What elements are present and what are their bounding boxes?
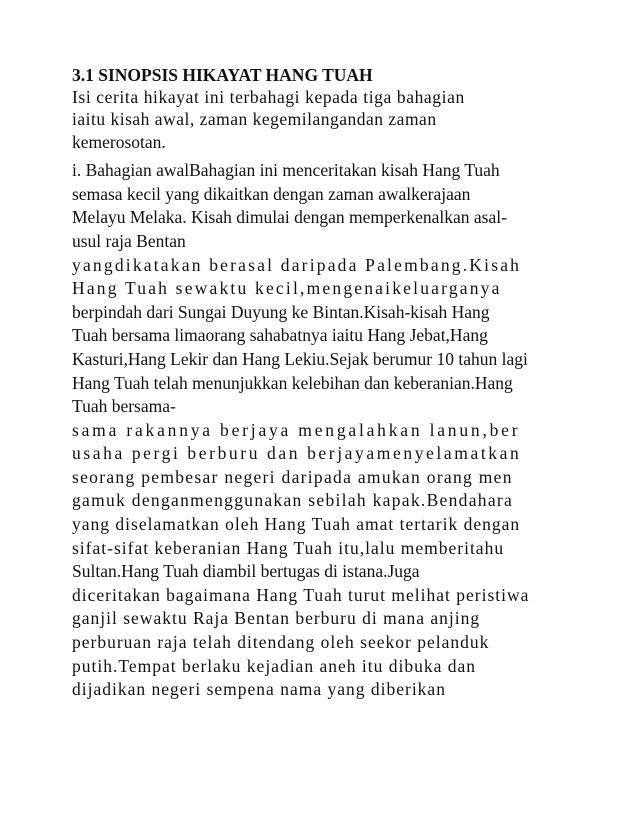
- text-line: Hang Tuah telah menunjukkan kelebihan dan keberanian.Hang: [72, 372, 513, 393]
- text-line: i. Bahagian awalBahagian ini menceritakan kisah Hang Tuah: [72, 160, 500, 181]
- text-line: gamuk denganmenggunakan sebilah kapak.Bendahara: [72, 490, 514, 511]
- text-line: Kasturi,Hang Lekir dan Hang Lekiu.Sejak berumur 10 tahun lagi: [72, 348, 528, 369]
- text-line: Hang Tuah sewaktu kecil,mengenaikeluarganya: [72, 278, 502, 299]
- intro-paragraph: [72, 86, 572, 153]
- text-line: usul raja Bentan: [72, 230, 186, 251]
- text-line: usaha pergi berburu dan berjayamenyelamatkan: [72, 443, 522, 464]
- text-line: diceritakan bagaimana Hang Tuah turut melihat peristiwa: [72, 584, 530, 605]
- text-line: yangdikatakan berasal daripada Palembang.Kisah: [72, 254, 522, 275]
- text-line: semasa kecil yang dikaitkan dengan zaman awalkerajaan: [72, 183, 471, 204]
- text-line: Tuah bersama limaorang sahabatnya iaitu Hang Jebat,Hang: [72, 325, 488, 346]
- text-line: Melayu Melaka. Kisah dimulai dengan memperkenalkan asal-: [72, 207, 507, 228]
- text-line: yang diselamatkan oleh Hang Tuah amat tertarik dengan: [72, 514, 521, 535]
- text-line: Isi cerita hikayat ini terbahagi kepada tiga bahagian: [72, 87, 465, 107]
- text-line: dijadikan negeri sempena nama yang diberikan: [72, 679, 446, 700]
- text-line: Sultan.Hang Tuah diambil bertugas di istana.Juga: [72, 561, 420, 582]
- text-line: kemerosotan.: [72, 131, 166, 152]
- text-line: perburuan raja telah ditendang oleh seekor pelanduk: [72, 632, 490, 653]
- text-line: sama rakannya berjaya mengalahkan lanun,ber: [72, 419, 521, 440]
- text-line: ganjil sewaktu Raja Bentan berburu di mana anjing: [72, 608, 481, 629]
- text-line: Tuah bersama-: [72, 396, 176, 417]
- text-line: iaitu kisah awal, zaman kegemilangandan zaman: [72, 109, 437, 130]
- document-page: [72, 64, 572, 702]
- section-title: 3.1 SINOPSIS HIKAYAT HANG TUAH: [72, 65, 373, 85]
- text-line: berpindah dari Sungai Duyung ke Bintan.Kisah-kisah Hang: [72, 301, 490, 322]
- text-line: putih.Tempat berlaku kejadian aneh itu dibuka dan: [72, 655, 476, 676]
- text-line: sifat-sifat keberanian Hang Tuah itu,lalu memberitahu: [72, 537, 505, 558]
- text-line: seorang pembesar negeri daripada amukan orang men: [72, 466, 513, 487]
- body-paragraph: [72, 159, 572, 702]
